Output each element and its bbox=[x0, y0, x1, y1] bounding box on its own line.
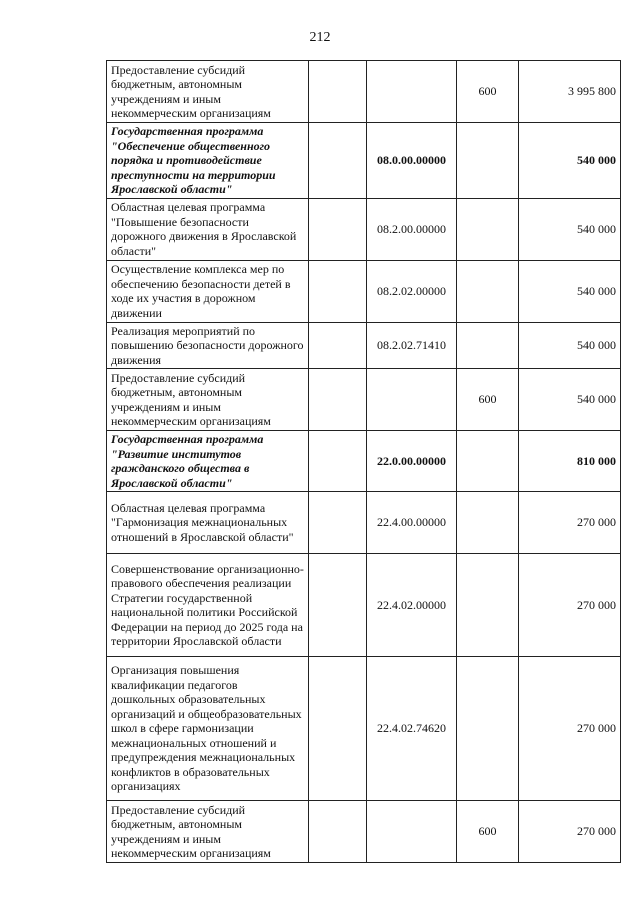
row-type-cell bbox=[457, 431, 519, 492]
row-sum-cell: 270 000 bbox=[519, 801, 621, 863]
table-row bbox=[107, 657, 621, 801]
row-code-cell bbox=[367, 369, 457, 431]
table-row bbox=[107, 554, 621, 657]
row-code-cell: 22.4.02.00000 bbox=[367, 554, 457, 657]
row-name-cell: Организация повышения квалификации педагогов дошкольных образовательных организаций и общеобразовательных школ в сфере гармонизации межнациональных отношений и предупреждения межнациональных конфликтов в образовательных организациях bbox=[107, 657, 309, 801]
row-empty-cell bbox=[309, 431, 367, 492]
table-row bbox=[107, 492, 621, 554]
table-row bbox=[107, 198, 621, 260]
row-type-cell bbox=[457, 322, 519, 369]
row-sum-cell: 540 000 bbox=[519, 198, 621, 260]
row-name-cell: Реализация мероприятий по повышению безопасности дорожного движения bbox=[107, 322, 309, 369]
table-row bbox=[107, 260, 621, 322]
row-name-cell: Осуществление комплекса мер по обеспечению безопасности детей в ходе их участия в дорожном движении bbox=[107, 260, 309, 322]
table-row bbox=[107, 431, 621, 492]
row-type-cell bbox=[457, 492, 519, 554]
row-empty-cell bbox=[309, 61, 367, 123]
row-code-cell: 08.0.00.00000 bbox=[367, 123, 457, 199]
budget-table-body bbox=[107, 61, 621, 863]
row-code-cell: 22.4.02.74620 bbox=[367, 657, 457, 801]
page-number: 212 bbox=[309, 30, 331, 45]
row-name-cell: Областная целевая программа "Гармонизация межнациональных отношений в Ярославской области" bbox=[107, 492, 309, 554]
table-row bbox=[107, 322, 621, 369]
row-sum-cell: 3 995 800 bbox=[519, 61, 621, 123]
row-code-cell bbox=[367, 61, 457, 123]
row-sum-cell: 270 000 bbox=[519, 554, 621, 657]
row-code-cell: 08.2.00.00000 bbox=[367, 198, 457, 260]
row-name-cell: Государственная программа "Обеспечение общественного порядка и противодействие преступности на территории Ярославской области" bbox=[107, 123, 309, 199]
row-sum-cell: 540 000 bbox=[519, 322, 621, 369]
row-sum-cell: 540 000 bbox=[519, 260, 621, 322]
budget-table bbox=[106, 60, 621, 863]
row-type-cell bbox=[457, 123, 519, 199]
row-code-cell: 22.0.00.00000 bbox=[367, 431, 457, 492]
row-code-cell bbox=[367, 801, 457, 863]
row-name-cell: Областная целевая программа "Повышение безопасности дорожного движения в Ярославской области" bbox=[107, 198, 309, 260]
table-row bbox=[107, 123, 621, 199]
row-code-cell: 08.2.02.71410 bbox=[367, 322, 457, 369]
row-code-cell: 22.4.00.00000 bbox=[367, 492, 457, 554]
row-empty-cell bbox=[309, 369, 367, 431]
row-name-cell: Государственная программа "Развитие институтов гражданского общества в Ярославской области" bbox=[107, 431, 309, 492]
row-code-cell: 08.2.02.00000 bbox=[367, 260, 457, 322]
row-sum-cell: 810 000 bbox=[519, 431, 621, 492]
row-type-cell bbox=[457, 657, 519, 801]
row-type-cell: 600 bbox=[457, 369, 519, 431]
row-type-cell bbox=[457, 554, 519, 657]
row-name-cell: Предоставление субсидий бюджетным, автономным учреждениям и иным некоммерческим организациям bbox=[107, 801, 309, 863]
row-empty-cell bbox=[309, 801, 367, 863]
row-sum-cell: 540 000 bbox=[519, 369, 621, 431]
row-empty-cell bbox=[309, 554, 367, 657]
row-empty-cell bbox=[309, 198, 367, 260]
row-empty-cell bbox=[309, 260, 367, 322]
row-empty-cell bbox=[309, 492, 367, 554]
row-empty-cell bbox=[309, 322, 367, 369]
row-sum-cell: 270 000 bbox=[519, 492, 621, 554]
row-type-cell: 600 bbox=[457, 61, 519, 123]
table-row bbox=[107, 801, 621, 863]
row-name-cell: Совершенствование организационно-правового обеспечения реализации Стратегии государственной национальной политики Российской Федерации на период до 2025 года на территории Ярославской области bbox=[107, 554, 309, 657]
table-row bbox=[107, 61, 621, 123]
row-type-cell: 600 bbox=[457, 801, 519, 863]
row-name-cell: Предоставление субсидий бюджетным, автономным учреждениям и иным некоммерческим организациям bbox=[107, 369, 309, 431]
row-type-cell bbox=[457, 260, 519, 322]
row-sum-cell: 540 000 bbox=[519, 123, 621, 199]
row-name-cell: Предоставление субсидий бюджетным, автономным учреждениям и иным некоммерческим организациям bbox=[107, 61, 309, 123]
row-sum-cell: 270 000 bbox=[519, 657, 621, 801]
row-empty-cell bbox=[309, 657, 367, 801]
row-empty-cell bbox=[309, 123, 367, 199]
table-row bbox=[107, 369, 621, 431]
row-type-cell bbox=[457, 198, 519, 260]
